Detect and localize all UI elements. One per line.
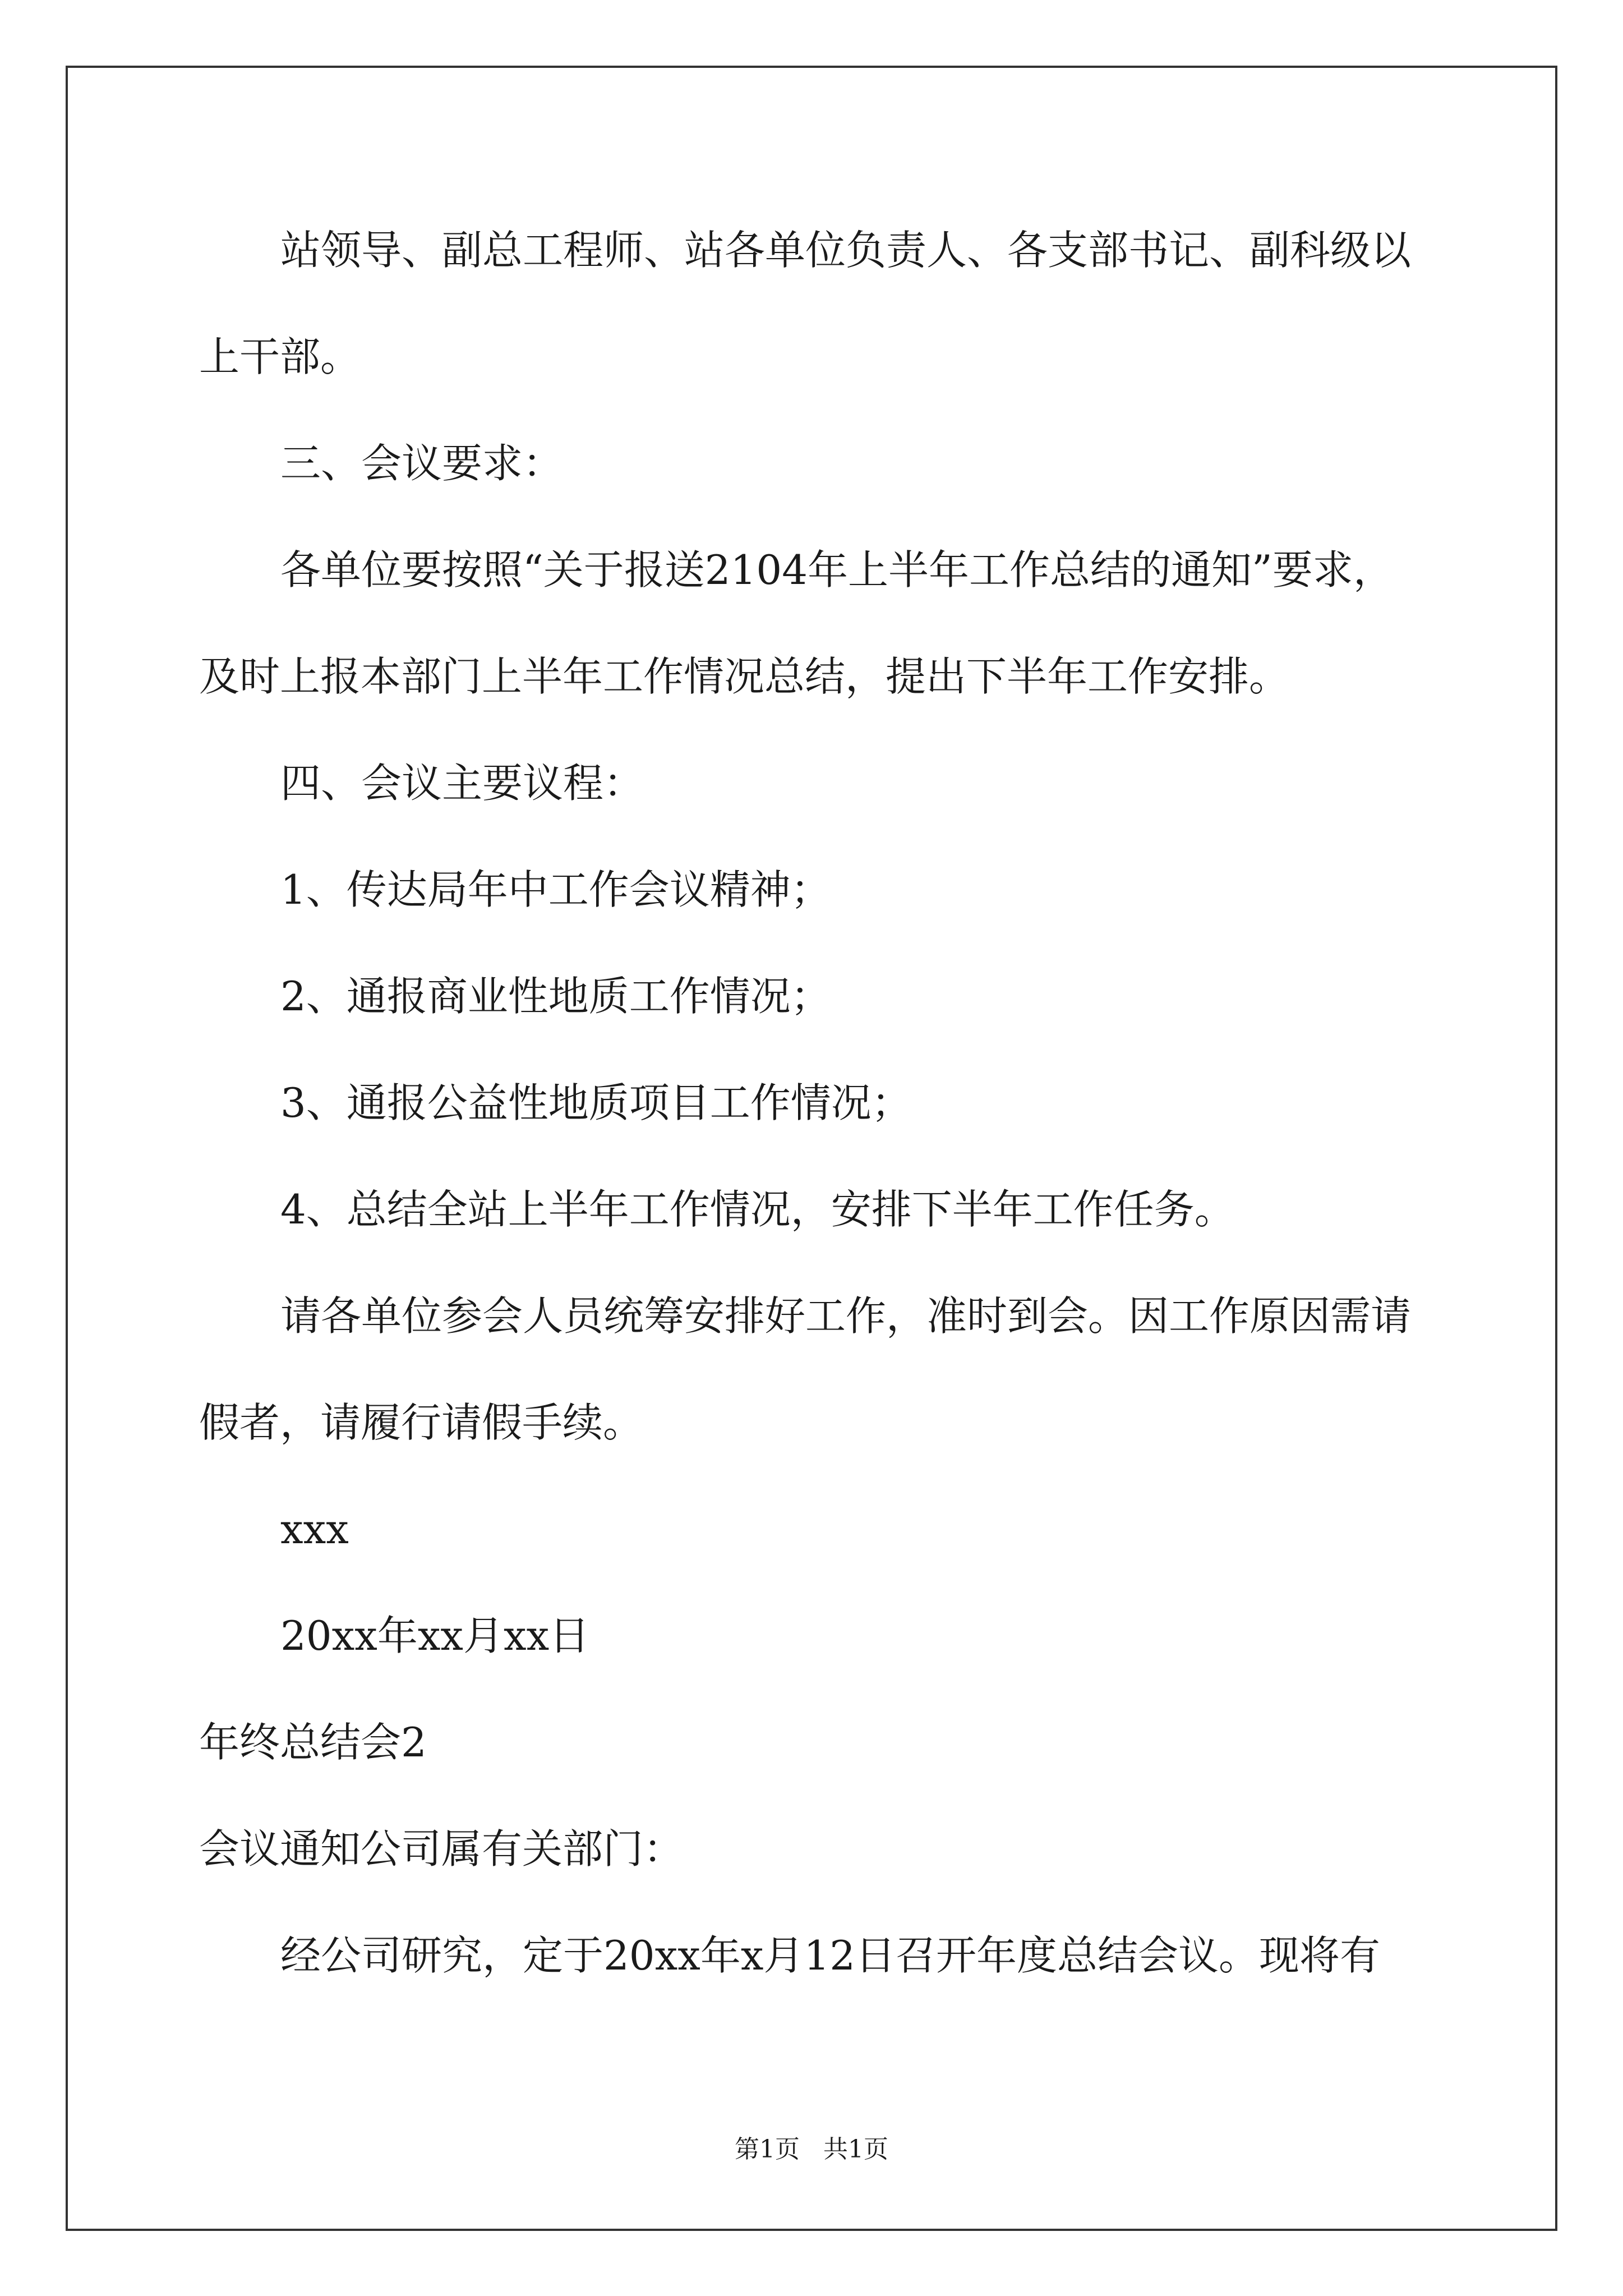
agenda-item-3: 3、通报公益性地质项目工作情况；	[280, 1079, 912, 1126]
paragraph-meeting-announcement: 经公司研究，定于20xx年x月12日召开年度总结会议。现将有	[280, 1932, 1381, 1979]
signature-name: xxx	[280, 1506, 349, 1553]
agenda-item-1: 1、传达局年中工作会议精神；	[280, 866, 831, 913]
paragraph-notice-line-2: 假者，请履行请假手续。	[199, 1399, 644, 1446]
paragraph-attendees-line-2: 上干部。	[199, 333, 361, 380]
paragraph-attendees-line-1: 站领导、副总工程师、站各单位负责人、各支部书记、副科级以	[280, 227, 1412, 274]
paragraph-requirements-line-1: 各单位要按照“关于报送2104年上半年工作总结的通知”要求，	[280, 546, 1394, 593]
notice-recipient: 会议通知公司属有关部门：	[199, 1825, 684, 1872]
agenda-item-4: 4、总结全站上半年工作情况，安排下半年工作任务。	[280, 1186, 1235, 1233]
section-heading-agenda: 四、会议主要议程：	[280, 760, 644, 807]
section-title-year-end: 年终总结会2	[199, 1719, 427, 1766]
signature-date: 20xx年xx月xx日	[280, 1612, 590, 1659]
page-border	[66, 66, 1557, 2231]
page-number-footer: 第1页 共1页	[735, 2135, 888, 2164]
section-heading-requirements: 三、会议要求：	[280, 440, 564, 487]
agenda-item-2: 2、通报商业性地质工作情况；	[280, 973, 831, 1020]
paragraph-requirements-line-2: 及时上报本部门上半年工作情况总结，提出下半年工作安排。	[199, 653, 1290, 700]
paragraph-notice-line-1: 请各单位参会人员统筹安排好工作，准时到会。因工作原因需请	[280, 1292, 1412, 1340]
